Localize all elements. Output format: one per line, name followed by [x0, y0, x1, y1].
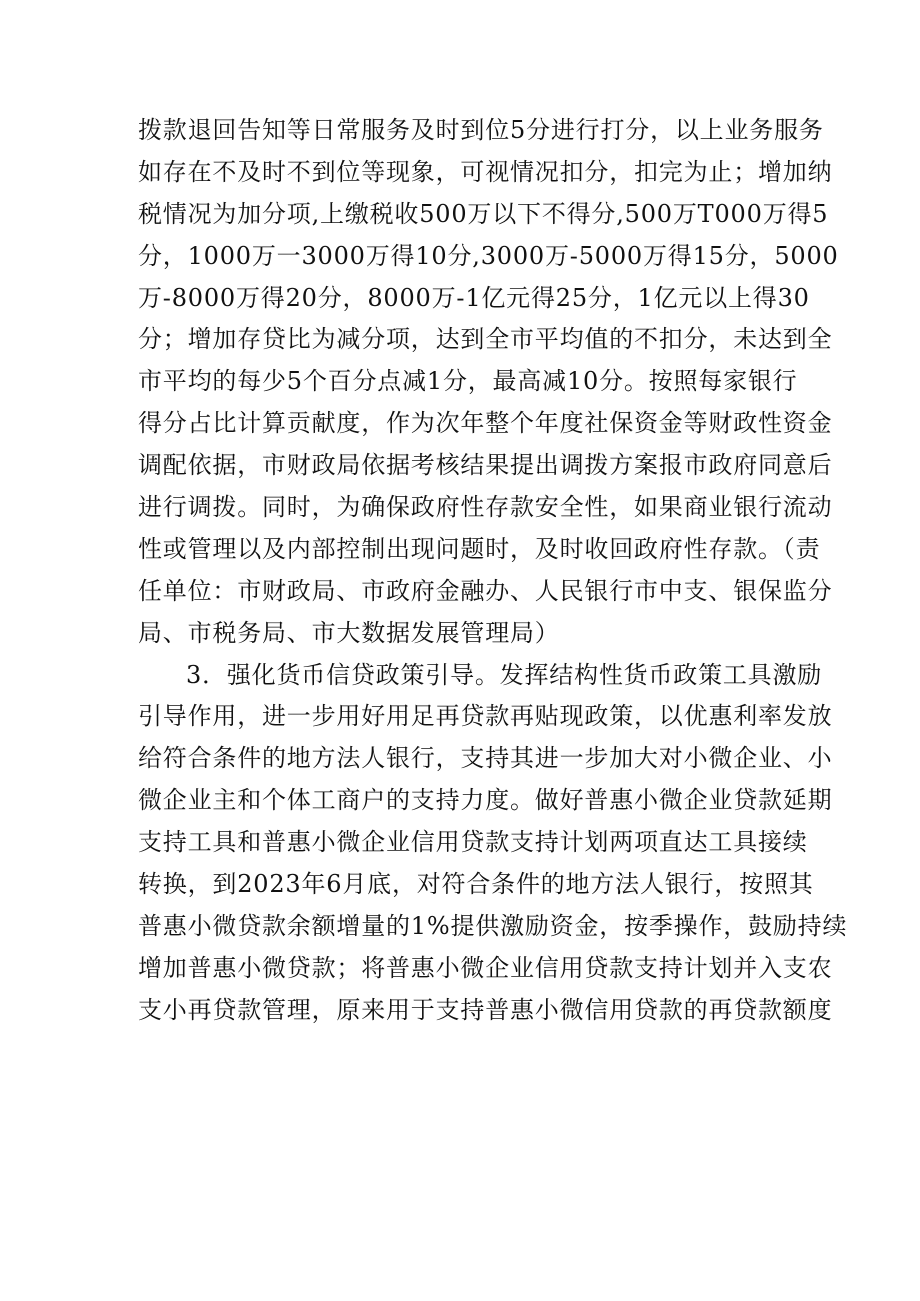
- paragraph: [138, 110, 839, 655]
- text-line: 税情况为加分项,上缴税收500万以下不得分,500万T000万得5: [138, 199, 829, 228]
- text-line: 分，1000万一3000万得10分,3000万-5000万得15分，5000: [138, 241, 839, 270]
- text-line: 引导作用，进一步用好用足再贷款再贴现政策，以优惠利率发放: [138, 702, 833, 731]
- document-body: [138, 110, 848, 1032]
- text-line: 增加普惠小微贷款；将普惠小微企业信用贷款支持计划并入支农: [138, 953, 833, 982]
- text-line: 分；增加存贷比为减分项，达到全市平均值的不扣分，未达到全: [138, 325, 833, 354]
- text-line: 拨款退回告知等日常服务及时到位5分进行打分，以上业务服务: [138, 116, 824, 144]
- text-line: 局、市税务局、市大数据发展管理局）: [138, 618, 560, 647]
- text-line: 3．强化货币信贷政策引导。发挥结构性货币政策工具激励: [186, 660, 823, 689]
- text-line: 给符合条件的地方法人银行，支持其进一步加大对小微企业、小: [138, 744, 833, 773]
- text-line: 普惠小微贷款余额增量的1%提供激励资金，按季操作，鼓励持续: [138, 911, 848, 940]
- text-line: 得分占比计算贡献度，作为次年整个年度社保资金等财政性资金: [138, 409, 833, 438]
- text-line: 性或管理以及内部控制出现问题时，及时收回政府性存款。（责: [138, 534, 821, 563]
- paragraph: [138, 655, 848, 1032]
- text-line: 市平均的每少5个百分点减1分，最高减10分。按照每家银行: [138, 367, 798, 396]
- text-line: 任单位：市财政局、市政府金融办、人民银行市中支、银保监分: [138, 576, 833, 605]
- text-line: 支持工具和普惠小微企业信用贷款支持计划两项直达工具接续: [138, 828, 808, 857]
- text-line: 如存在不及时不到位等现象，可视情况扣分，扣完为止；增加纳: [138, 157, 833, 186]
- text-line: 支小再贷款管理，原来用于支持普惠小微信用贷款的再贷款额度: [138, 995, 833, 1024]
- text-line: 转换，到2023年6月底，对符合条件的地方法人银行，按照其: [138, 870, 814, 899]
- text-line: 进行调拨。同时，为确保政府性存款安全性，如果商业银行流动: [138, 493, 833, 522]
- text-line: 微企业主和个体工商户的支持力度。做好普惠小微企业贷款延期: [138, 786, 833, 815]
- text-line: 调配依据，市财政局依据考核结果提出调拨方案报市政府同意后: [138, 451, 833, 480]
- text-line: 万-8000万得20分，8000万-1亿元得25分，1亿元以上得30: [138, 283, 810, 312]
